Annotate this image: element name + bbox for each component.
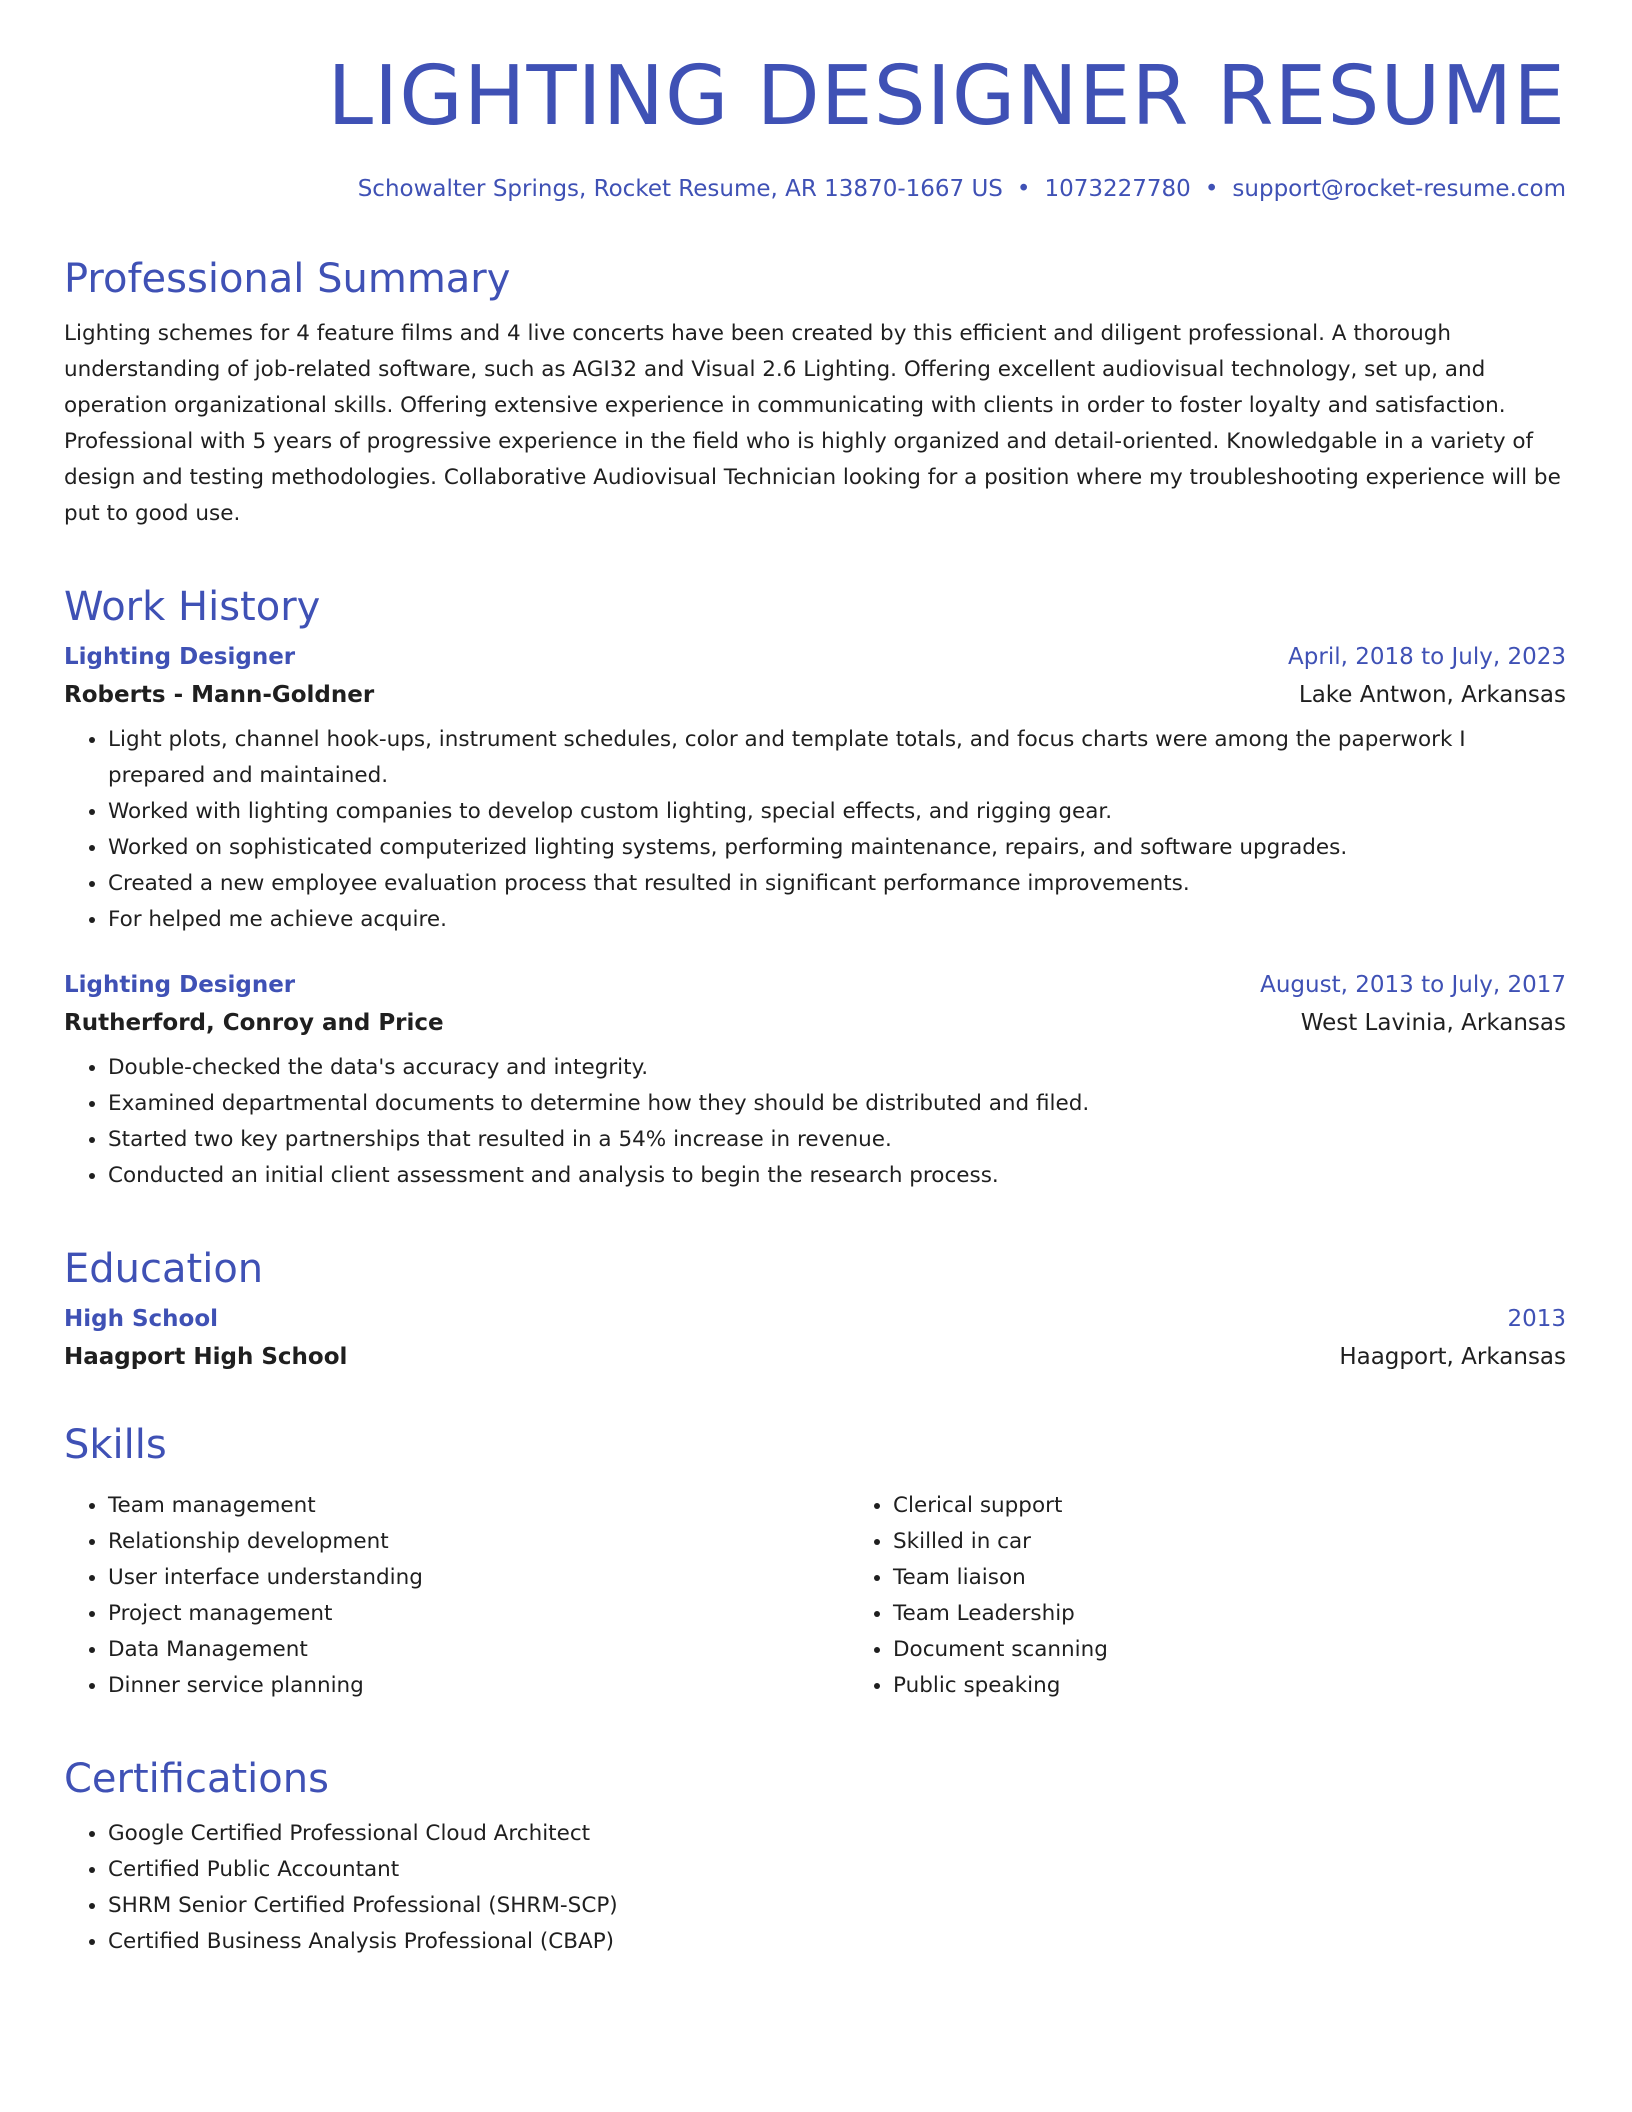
job-bullet: • Examined departmental documents to determine how they should be distributed and filed. (108, 1086, 1566, 1122)
resume-title: LIGHTING DESIGNER RESUME (327, 49, 1566, 144)
job-entry (64, 644, 1566, 938)
skill-item: • Team liaison (893, 1560, 1632, 1596)
skill-item: • Team management (108, 1488, 849, 1524)
skill-item: • Document scanning (893, 1632, 1632, 1668)
education-school: Haagport High School (64, 1344, 348, 1371)
job-dates: August, 2013 to July, 2017 (1260, 972, 1566, 999)
skill-item: • Relationship development (108, 1524, 849, 1560)
job-bullet: • Created a new employee evaluation process that resulted in significant performance improvements. (108, 866, 1566, 902)
job-bullet: • Double-checked the data's accuracy and integrity. (108, 1050, 1566, 1086)
job-company: Roberts - Mann-Goldner (64, 682, 375, 709)
skill-item: • Project management (108, 1596, 849, 1632)
skill-item: • Public speaking (893, 1668, 1632, 1704)
skill-item: • Dinner service planning (108, 1668, 849, 1704)
job-bullets (64, 1050, 1566, 1194)
job-location: Lake Antwon, Arkansas (1298, 682, 1566, 709)
job-title: Lighting Designer (64, 972, 296, 999)
contact-address: Schowalter Springs, Rocket Resume, AR 13870-1667 US (357, 176, 1003, 203)
job-dates: April, 2018 to July, 2023 (1288, 644, 1566, 671)
job-location: West Lavinia, Arkansas (1300, 1010, 1566, 1037)
summary-heading: Professional Summary (64, 256, 511, 303)
skill-item: • Data Management (108, 1632, 849, 1668)
certifications-heading: Certifications (64, 1756, 329, 1803)
skill-item: • Clerical support (893, 1488, 1632, 1524)
job-bullet: • Light plots, channel hook-ups, instrument schedules, color and template totals, and focus charts were among the paperwork I prepared and maintained. (108, 722, 1566, 794)
contact-line (64, 176, 1566, 202)
certification-item: • SHRM Senior Certified Professional (SHRM-SCP) (108, 1888, 1566, 1924)
job-company: Rutherford, Conroy and Price (64, 1010, 444, 1037)
education-location: Haagport, Arkansas (1339, 1344, 1566, 1371)
certification-item: • Google Certified Professional Cloud Architect (108, 1816, 1566, 1852)
education-heading: Education (64, 1246, 264, 1293)
work-history-heading: Work History (64, 584, 321, 631)
education-entry (64, 1306, 1566, 1370)
skill-item: • Team Leadership (893, 1596, 1632, 1632)
contact-separator: • (1016, 176, 1031, 203)
resume-page (64, 50, 1566, 1960)
contact-phone: 1073227780 (1044, 176, 1191, 203)
contact-email: support@rocket-resume.com (1232, 176, 1566, 203)
education-degree: High School (64, 1306, 219, 1333)
skill-item: • User interface understanding (108, 1560, 849, 1596)
certifications-list (64, 1816, 1566, 1960)
job-bullet: • Conducted an initial client assessment and analysis to begin the research process. (108, 1158, 1566, 1194)
job-entry (64, 972, 1566, 1194)
skills-list-left (64, 1488, 849, 1704)
skills-heading: Skills (64, 1422, 167, 1469)
job-title: Lighting Designer (64, 644, 296, 671)
job-bullets (64, 722, 1566, 938)
job-bullet: • Started two key partnerships that resulted in a 54% increase in revenue. (108, 1122, 1566, 1158)
job-bullet: • Worked with lighting companies to develop custom lighting, special effects, and rigging gear. (108, 794, 1566, 830)
contact-separator: • (1204, 176, 1219, 203)
job-bullet: • For helped me achieve acquire. (108, 902, 1566, 938)
skill-item: • Skilled in car (893, 1524, 1632, 1560)
job-bullet: • Worked on sophisticated computerized lighting systems, performing maintenance, repairs, and software upgrades. (108, 830, 1566, 866)
certification-item: • Certified Public Accountant (108, 1852, 1566, 1888)
skills-list-right (849, 1488, 1632, 1704)
summary-text: Lighting schemes for 4 feature films and 4 live concerts have been created by this efficient and diligent professional. A thorough understanding of job-related software, such as AGI32 and Visual 2.6 Lighting. Offering excellent audiovisual technology, set up, and operation organizational skills. Offering extensive experience in communicating with clients in order to foster loyalty and satisfaction. Professional with 5 years of progressive experience in the field who is highly organized and detail-oriented. Knowledgable in a variety of design and testing methodologies. Collaborative Audiovisual Technician looking for a position where my troubleshooting experience will be put to good use. (64, 321, 1561, 527)
education-year: 2013 (1507, 1306, 1566, 1333)
skills-grid (64, 1482, 1566, 1704)
certification-item: • Certified Business Analysis Professional (CBAP) (108, 1924, 1566, 1960)
